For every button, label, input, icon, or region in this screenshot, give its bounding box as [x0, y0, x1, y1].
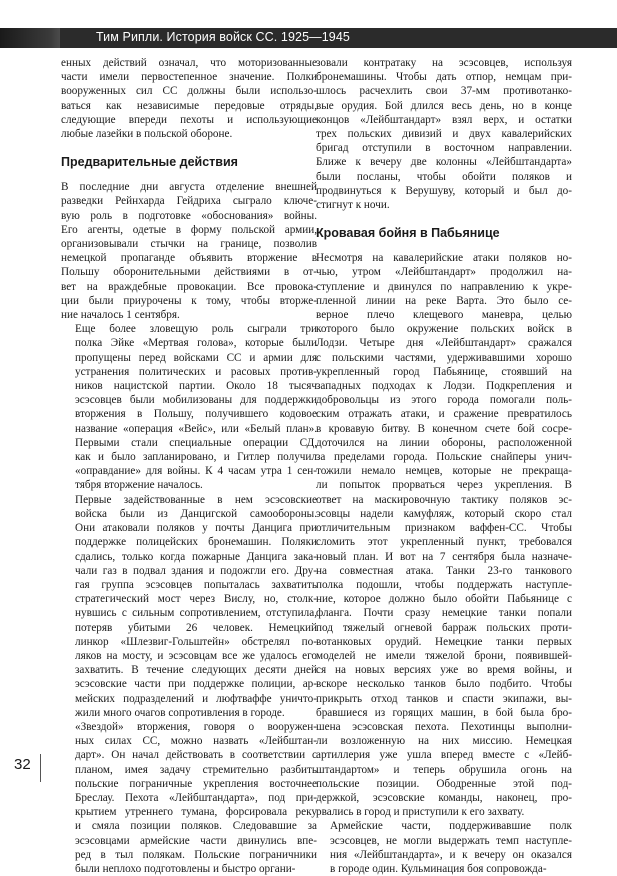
left-paragraph-3	[61, 493, 317, 720]
text-line: прикрыть отход танков и спасти экипажи, вы-	[316, 692, 572, 705]
text-line: эсэсовские части при поддержке полиции, ар-	[75, 678, 317, 691]
text-line: укрепленный город Пабьянице, стоявший на	[316, 365, 572, 378]
text-line: Первыми стали специальные операции СД,	[75, 436, 317, 449]
text-line: стигнут к ночи.	[316, 199, 390, 212]
left-paragraph-1	[61, 180, 317, 322]
text-line: дарт». Он начал действовать в соответствии с	[75, 749, 317, 762]
text-line: ние, которое должно было обойти Пабьянице с	[316, 593, 572, 606]
text-line: ответ на маскировочную тактику поляков эс-	[316, 493, 572, 506]
text-line: бронемашины. Чтобы дать отпор, немцам при-	[316, 71, 572, 84]
text-line: сломить этот укрепленный пункт, требовался	[316, 536, 572, 549]
text-line: шлось расчехлить свои 37-мм противотанко-	[316, 85, 572, 98]
text-line: пропущены перед войсками СС и армии для	[75, 351, 317, 364]
section-heading-pabianice-massacre: Кровавая бойня в Пабьянице	[316, 226, 500, 241]
text-line: добровольцы из этого города помогали поль-	[316, 394, 572, 407]
text-line: рвались в город и приступили к его захвату.	[316, 806, 525, 819]
text-line: Бреслау. Пехота «Лейбштандарта», под при-	[75, 791, 317, 804]
text-line: Лодзи. Четыре дня «Лейбштандарт» сражался	[316, 337, 572, 350]
text-line: «Звездой» вторжения, говоря о вооружен-	[75, 720, 317, 733]
text-line: отличительным признаком ваффен-СС. Чтобы	[316, 522, 572, 535]
running-header	[0, 28, 617, 48]
text-line: новый план. И вот на 7 сентября была назначе-	[316, 550, 572, 563]
text-line: ников нацистской партии. Около 18 тысяч	[75, 380, 317, 393]
text-line: захватить. В течение следующих десяти дней	[75, 664, 317, 677]
text-line: планом, имея задачу стремительно разбить	[75, 763, 317, 776]
text-line: зовали контратаку на эсэсовцев, используя	[316, 57, 572, 69]
text-line: ции были приурочены к тому, чтобы вторже-	[61, 294, 317, 307]
text-line: Несмотря на кавалерийские атаки поляков но-	[316, 252, 572, 265]
text-line: под тяжелый огневой барраж польских проти-	[316, 621, 572, 634]
text-line: чали газ в подвал здания и подожгли его. Дру-	[75, 564, 317, 577]
text-line: вскоре несколько танков было подбито. Чтобы	[316, 678, 572, 691]
text-line: В последние дни августа отделение внешней	[61, 181, 317, 194]
text-line: войска были из Данцигской самообороны.	[75, 507, 317, 520]
running-header-title: Тим Рипли. История войск СС. 1925—1945	[96, 30, 350, 44]
text-line: следующие впереди пехоты и использующие	[61, 113, 317, 126]
right-intro-paragraph	[316, 56, 572, 212]
text-line: ли попыток прорваться через укрепления. В	[316, 479, 572, 492]
page-number: 32	[14, 756, 31, 773]
text-line: шена эсэсовская пехота. Пехотинцы выполни-	[316, 720, 572, 733]
text-line: концов «Лейбштандарт» взял верх, и остатки	[316, 113, 572, 126]
text-line: эсэсовцев были мобилизованы для поддержки	[75, 394, 317, 407]
text-line: эсэсовцев, не могли выдержать темп наступле-	[330, 834, 572, 847]
text-line: Первые задействованные в нем эсэсовские	[75, 493, 317, 506]
text-line: за пределами города. Польские снайперы унич-	[316, 451, 572, 464]
text-line: штандартом» и теперь обрушила огонь на	[316, 763, 572, 776]
text-line: западных подходах к Лодзи. Подкрепления и	[316, 380, 572, 393]
text-line: поддержке полицейских бронемашин. Поляки	[75, 536, 317, 549]
text-line: были неплохо подготовлены и быстро органи-	[75, 862, 296, 875]
text-line: тября вторжение началось.	[75, 479, 203, 492]
text-line: доточился на линии обороны, расположенной	[316, 436, 572, 449]
text-line: ли возложенную на них миссию. Немецкая	[316, 735, 572, 748]
text-line: трех польских дивизий и двух кавалерийских	[316, 128, 572, 141]
text-line: сдались, только когда пожарные Данцига зака-	[75, 550, 317, 563]
text-line: разведки Рейнхарда Гейдриха сыграло ключе-	[61, 195, 317, 208]
text-line: потеряв убитыми 26 человек. Немецкий	[75, 621, 317, 634]
text-line: с польскими частями, удерживавшими хорошо	[316, 351, 572, 364]
text-line: на совместная атака. Танки 23-го танкового	[316, 564, 572, 577]
text-line: мейских подразделений и люфтваффе уничто-	[75, 692, 317, 705]
text-line: бравшиеся из горящих машин, в бой была бро-	[316, 706, 572, 719]
text-line: стратегический мост через Вислу, но, столк-	[75, 593, 317, 606]
text-line: Ближе к вечеру две колонны «Лейбштандарта»	[316, 156, 572, 169]
text-line: ляков на мосту, и эсэсовцам все же удалось его	[75, 649, 317, 662]
text-line: ским отражать атаки, и сражение превратилось	[316, 408, 572, 421]
left-column	[61, 56, 317, 876]
text-line: Его агенты, одетые в форму польской армии,	[61, 223, 317, 236]
text-line: ред в тыл полякам. Польские пограничники	[75, 848, 317, 861]
text-line: жили много очагов сопротивления в городе.	[75, 706, 285, 719]
text-line: эсэсовцами армейские части двинулись впе-	[75, 834, 317, 847]
text-line: крытием утреннего тумана, форсировала реку	[75, 806, 317, 819]
text-line: устранения политических и расовых против-	[75, 365, 317, 378]
text-line: Польшу оборонительными действиями в от-	[61, 266, 317, 279]
left-intro-paragraph	[61, 56, 317, 141]
text-line: ния «Лейбштандарта», и к вечеру он оказался	[330, 848, 572, 861]
section-heading-preliminary-actions: Предварительные действия	[61, 155, 238, 170]
text-line: Армейские части, поддерживавшие полк	[330, 820, 572, 833]
text-line: вые орудия. Бой длился весь день, но в конце	[316, 99, 572, 112]
text-line: как и было запланировано, и Гитлер получил	[75, 451, 317, 464]
text-line: вооруженных сил СС должны были использо-	[61, 85, 317, 98]
text-line: вотанковых орудий. Немецкие танки первых	[316, 635, 572, 648]
right-column	[316, 56, 572, 876]
text-line: немецкой пропаганде объявить вторжение в	[61, 252, 317, 265]
text-line: бригад отступили в восточном направлении.	[316, 142, 572, 155]
text-line: были посланы, чтобы обойти поляков и	[316, 170, 572, 183]
text-line: полка Эйке «Мертвая голова», которые были	[75, 337, 317, 350]
text-line: польские позиции. Ободренные этой под-	[316, 777, 572, 790]
text-line: продвинуться к Верушуву, который и был до-	[316, 184, 572, 197]
text-line: «оправдание» для войны. К 4 часам утра 1 сен-	[75, 465, 317, 478]
text-line: фланга. Почти сразу немецкие танки попали	[316, 607, 572, 620]
text-line: линкор «Шлезвиг-Гольштейн» обстрелял по-	[75, 635, 317, 648]
text-line: Еще более зловещую роль сыграли три	[75, 323, 317, 336]
page-number-divider	[40, 754, 41, 782]
text-line: ся на новых версиях уже во время войны, и	[316, 664, 572, 677]
text-line: моделей не имели тяжелой брони, появившей-	[316, 649, 572, 662]
text-line: эсовцы надели камуфляж, который скоро стал	[316, 507, 572, 520]
text-line: тожили немало немцев, которые не прекраща-	[316, 465, 572, 478]
text-line: полка подошли, чтобы поддержать наступле-	[316, 578, 572, 591]
text-line: держкой, эсэсовские команды, наконец, про-	[316, 791, 572, 804]
text-line: ных силах СС, можно назвать «Лейбштан-	[75, 735, 317, 748]
text-line: чью, утром «Лейбштандарт» продолжил на-	[316, 266, 572, 279]
text-line: вторжения в Польшу, получившего кодовое	[75, 408, 317, 421]
text-line: ступление и двинулся по направлению к укре-	[316, 280, 572, 293]
text-line: в городе один. Кульминация боя сопровожда-	[330, 862, 547, 875]
text-line: организовывали стычки на границе, позволив	[61, 238, 317, 251]
text-line: вую роль в подготовке «обоснования» войны.	[61, 209, 317, 222]
text-line: части имели первостепенное значение. Полки	[61, 71, 317, 84]
text-line: вет на враждебные провокации. Все провока-	[61, 280, 317, 293]
text-line: любые лазейки в польской обороне.	[61, 128, 233, 141]
text-line: гая группа эсэсовцев попыталась захватить	[75, 578, 317, 591]
text-line: польские пограничные укрепления восточнее	[75, 777, 317, 790]
text-line: в кровавую битву. В конечном счете бой сосре-	[316, 422, 572, 435]
text-line: артиллерия уже ушла вперед вместе с «Лейб-	[316, 749, 572, 762]
text-line: енных действий означал, что моторизованные	[61, 57, 317, 69]
text-line: которого было окружение польских войск в	[316, 323, 572, 336]
text-line: Они атаковали поляков у почты Данцига при	[75, 522, 317, 535]
text-line: ваться как независимые передовые отряды,	[61, 99, 317, 112]
right-paragraph-1	[316, 251, 572, 819]
right-paragraph-2	[316, 819, 572, 876]
text-line: название «операция «Вейс», или «Белый план».	[75, 422, 317, 435]
left-paragraph-4	[61, 720, 317, 876]
text-line: верное плечо клещевого маневра, целью	[316, 309, 572, 322]
text-line: ние началось 1 сентября.	[61, 309, 180, 322]
text-line: пленной линии на реке Варта. Это было се-	[316, 294, 572, 307]
text-line: нувшись с сильным сопротивлением, отступила,	[75, 607, 317, 620]
text-line: и смяла позиции поляков. Следовавшие за	[75, 820, 317, 833]
left-paragraph-2	[61, 322, 317, 492]
